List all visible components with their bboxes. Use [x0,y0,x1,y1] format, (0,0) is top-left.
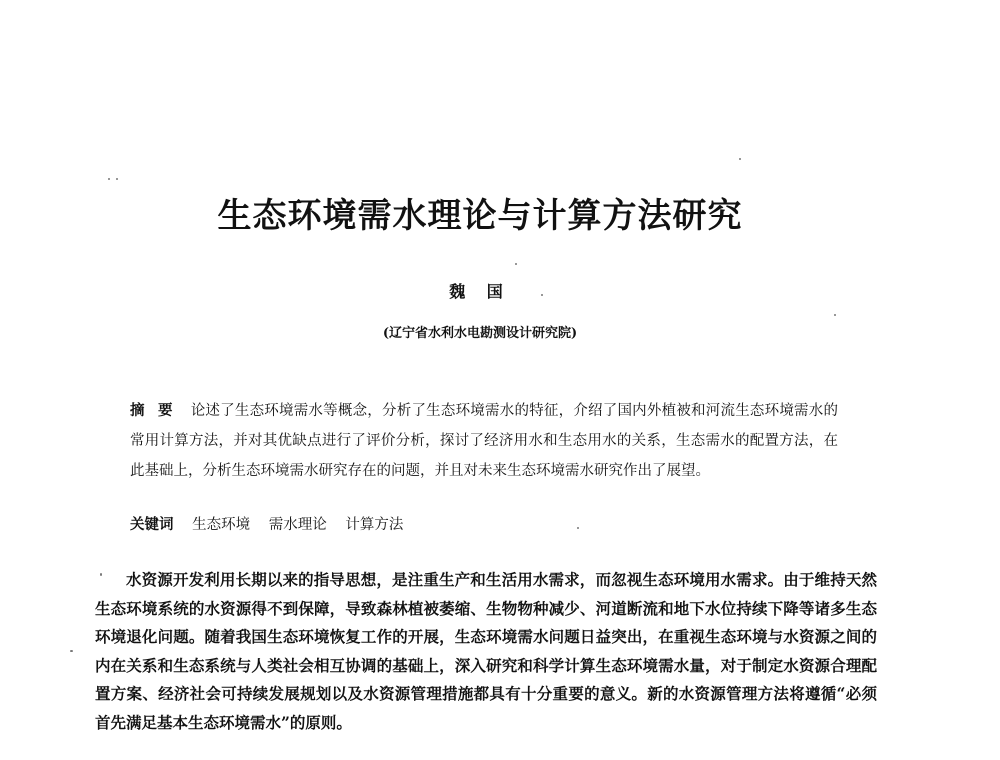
author-name: 魏 国 [449,282,511,301]
keyword-item: 生态环境 [192,517,251,533]
author-affiliation: (辽宁省水利水电勘测设计研究院) [382,326,578,341]
scan-speck [515,263,517,265]
keyword-item: 计算方法 [345,517,404,533]
abstract-label: 摘 要 [130,402,177,419]
paper-title: 生态环境需水理论与计算方法研究 [217,196,743,236]
scan-speck [108,178,110,180]
scan-speck [577,527,579,529]
keyword-item: 需水理论 [268,517,327,533]
scan-speck [70,650,73,652]
keywords-label: 关键词 [130,516,174,533]
scan-speck [100,573,102,576]
scan-speck [834,314,836,316]
body-paragraph: 水资源开发利用长期以来的指导思想，是注重生产和生活用水需求，而忽视生态环境用水需求。由于维持天然生态环境系统的水资源得不到保障，导致森林植被萎缩、生物物种减少、河道断流和地下水位持续下降等诸多生态环境退化问题。随着我国生态环境恢复工作的开展，生态环境需水问题日益突出，在重视生态环境与水资源之间的内在关系和生态系统与人类社会相互协调的基础上，深入研究和科学计算生态环境需水量，对于制定水资源合理配置方案、经济社会可持续发展规划以及水资源管理措施都具有十分重要的意义。新的水资源管理方法将遵循“必须首先满足基本生态环境需水”的原则。 [95,570,877,732]
abstract-block [130,396,838,486]
abstract-text: 论述了生态环境需水等概念，分析了生态环境需水的特征，介绍了国内外植被和河流生态环境需水的常用计算方法，并对其优缺点进行了评价分析，探讨了经济用水和生态用水的关系，生态需水的配置方法，在此基础上，分析生态环境需水研究存在的问题，并且对未来生态环境需水研究作出了展望。 [130,403,838,479]
keywords-block [130,513,838,537]
scan-speck [739,158,741,160]
scan-speck [541,294,543,296]
scan-speck [116,178,118,180]
